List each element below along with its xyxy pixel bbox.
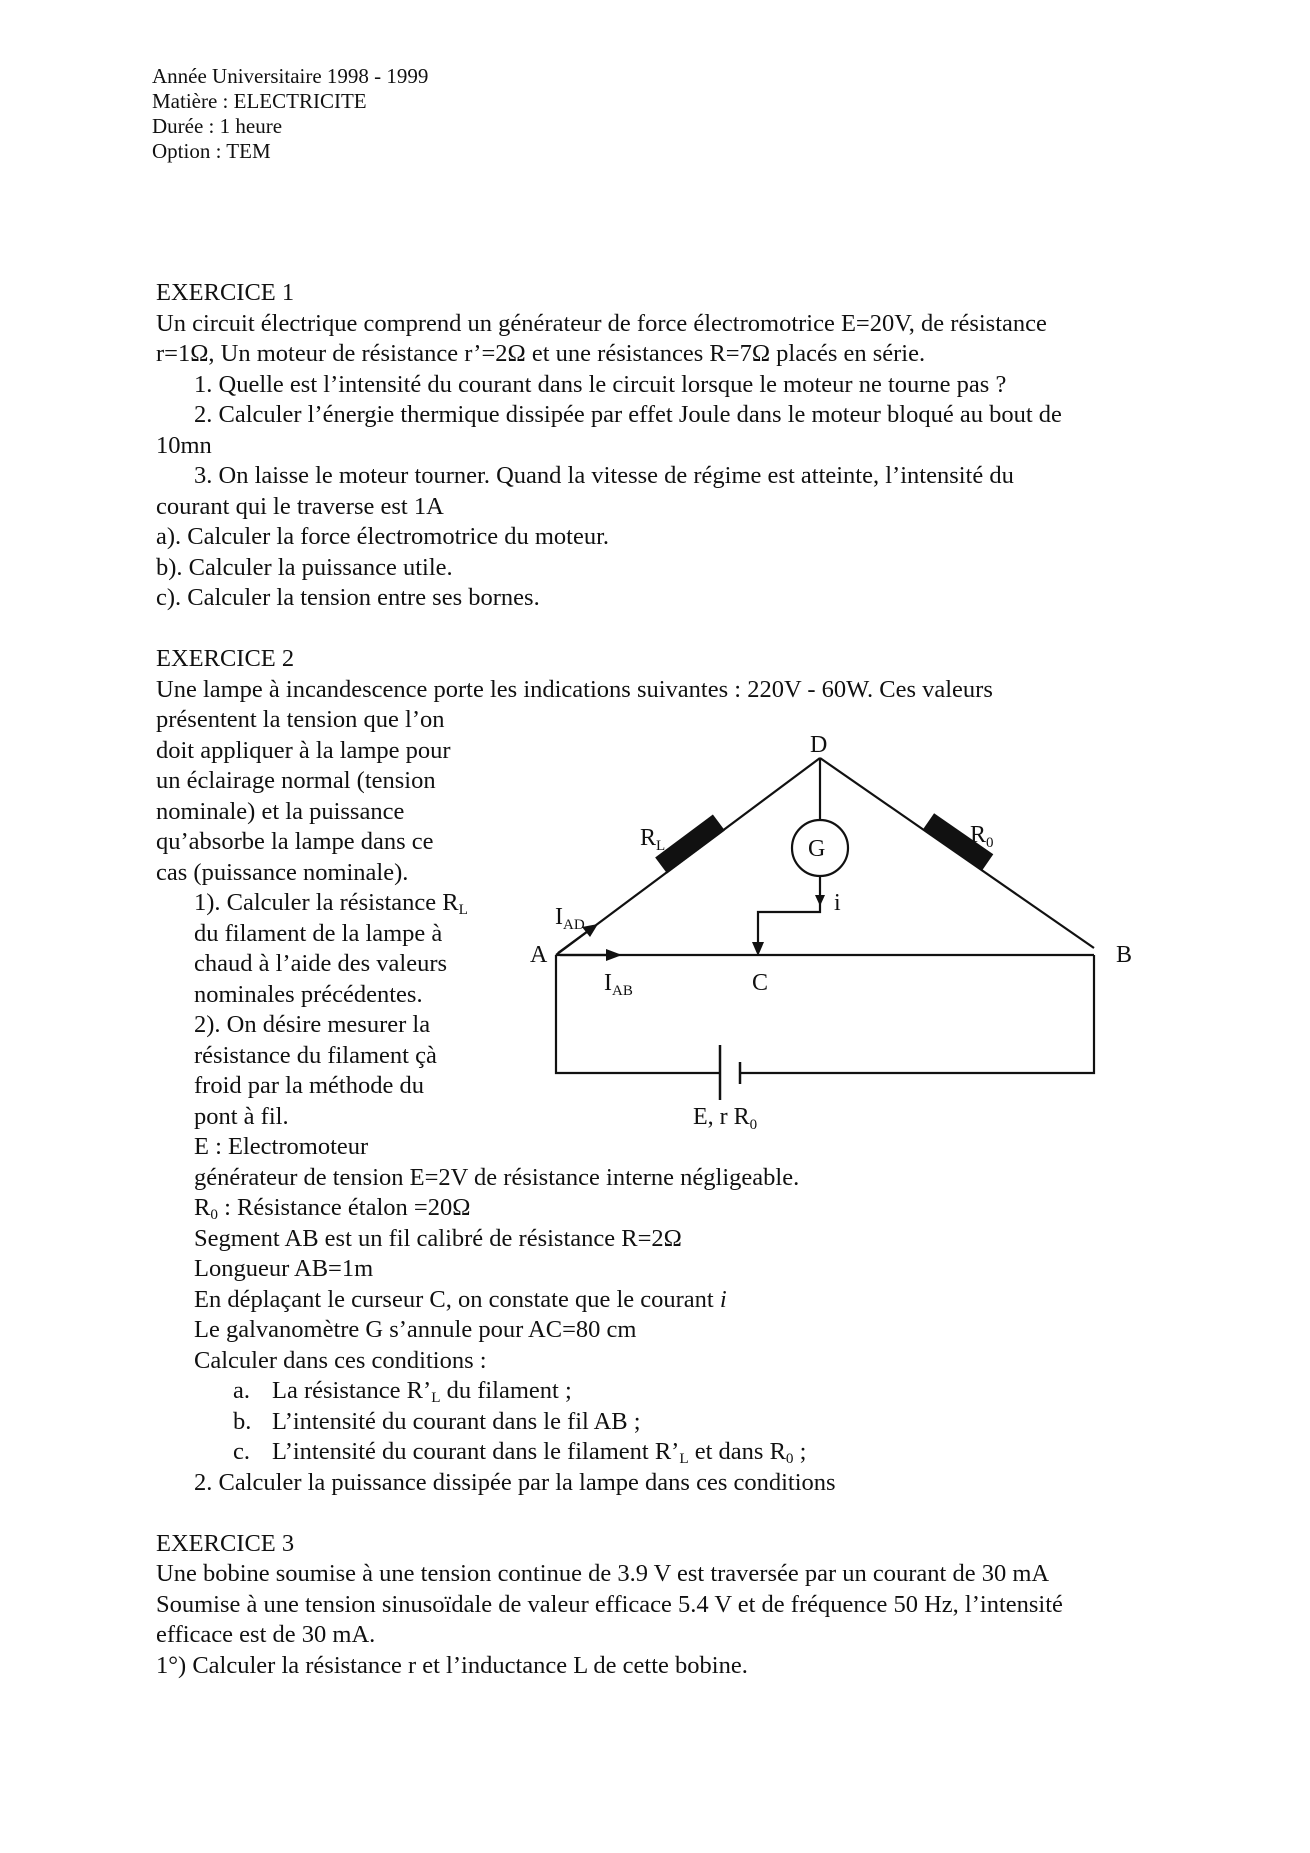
current-i-arrow — [815, 895, 825, 906]
exercise-2-line: $R_0$ : Résistance étalon =20Ω — [194, 1194, 471, 1223]
exercise-1-question: 3. On laisse le moteur tourner. Quand la vitesse de régime est atteinte, l’intensité du — [194, 462, 1014, 489]
iad-arrow-shaft — [558, 931, 588, 953]
exercise-2-question: résistance du filament çà — [194, 1042, 437, 1069]
exercise-1-question: 10mn — [156, 432, 212, 459]
exercise-1-question: 2. Calculer l’énergie thermique dissipée par effet Joule dans le moteur bloqué au bout de — [194, 401, 1062, 428]
resistor-r0-label: $R_0$ — [970, 822, 994, 851]
exercise-2-line: Segment AB est un fil calibré de résistance R=2Ω — [194, 1225, 682, 1252]
node-a-label: A — [530, 942, 548, 968]
exercise-2-line: cas (puissance nominale). — [156, 859, 409, 886]
wire-bottom-right — [740, 955, 1094, 1073]
exercise-3-question: 1°) Calculer la résistance r et l’inductance L de cette bobine. — [156, 1652, 748, 1679]
resistor-rl-label: $R_L$ — [640, 825, 666, 854]
battery-label: E, r $R_0$ — [693, 1104, 758, 1133]
exercise-2-subquestion: L’intensité du courant dans le fil AB ; — [272, 1408, 641, 1435]
exercise-2-line: Le galvanomètre G s’annule pour AC=80 cm — [194, 1316, 637, 1343]
wire-bottom-left — [556, 955, 720, 1073]
exercise-2-subquestion: L’intensité du courant dans le filament $R’_L$ et dans $R_0$ ; — [272, 1438, 807, 1467]
option-line: Option : TEM — [152, 139, 271, 163]
duration-line: Durée : 1 heure — [152, 114, 283, 138]
exercise-2-line: qu’absorbe la lampe dans ce — [156, 828, 434, 855]
exercise-2-line: un éclairage normal (tension — [156, 767, 436, 794]
exercise-2-line: En déplaçant le curseur C, on constate que le courant i — [194, 1286, 727, 1313]
exercise-3-line: efficace est de 30 mA. — [156, 1621, 376, 1648]
exercise-2-line: Longueur AB=1m — [194, 1255, 374, 1282]
exercise-2-line: E : Electromoteur — [194, 1133, 369, 1160]
node-d-label: D — [810, 732, 828, 758]
resistor-rl — [655, 814, 725, 873]
exercise-2-line: doit appliquer à la lampe pour — [156, 737, 451, 764]
exercise-2-line: nominale) et la puissance — [156, 798, 405, 825]
current-i-label: i — [834, 890, 841, 916]
exercise-2-line: Une lampe à incandescence porte les indications suivantes : 220V - 60W. Ces valeurs — [156, 676, 993, 703]
exercise-3-title: EXERCICE 3 — [156, 1530, 295, 1557]
exercise-2-title: EXERCICE 2 — [156, 645, 295, 672]
exercise-2-question: du filament de la lampe à — [194, 920, 443, 947]
exercise-2-subquestion: La résistance $R’_L$ du filament ; — [272, 1377, 572, 1406]
exercise-1-line: r=1Ω, Un moteur de résistance r’=2Ω et une résistances R=7Ω placés en série. — [156, 340, 926, 367]
exercise-2-question: froid par la méthode du — [194, 1072, 424, 1099]
exercise-2-question: 2. Calculer la puissance dissipée par la lampe dans ces conditions — [194, 1469, 836, 1496]
exercise-3-line: Une bobine soumise à une tension continue de 3.9 V est traversée par un courant de 30 mA — [156, 1560, 1050, 1587]
galvanometer-label: G — [808, 836, 826, 862]
exercise-1-title: EXERCICE 1 — [156, 279, 295, 306]
academic-year: Année Universitaire 1998 - 1999 — [152, 64, 429, 88]
exercise-2-question: 2). On désire mesurer la — [194, 1011, 431, 1038]
exercise-2-question: pont à fil. — [194, 1103, 289, 1130]
current-iab-label: $I_{AB}$ — [604, 970, 633, 999]
exercise-3-line: Soumise à une tension sinusoïdale de valeur efficace 5.4 V et de fréquence 50 Hz, l’intensité — [156, 1591, 1063, 1618]
list-marker: b. — [233, 1408, 252, 1435]
exercise-1-subquestion: a). Calculer la force électromotrice du moteur. — [156, 523, 610, 550]
exercise-2-question: chaud à l’aide des valeurs — [194, 950, 448, 977]
subject-line: Matière : ELECTRICITE — [152, 89, 367, 113]
exercise-1-subquestion: b). Calculer la puissance utile. — [156, 554, 453, 581]
exercise-2-line: Calculer dans ces conditions : — [194, 1347, 487, 1374]
exercise-2-line: présentent la tension que l’on — [156, 706, 445, 733]
list-marker: a. — [233, 1377, 250, 1404]
exercise-1-question: courant qui le traverse est 1A — [156, 493, 444, 520]
iab-arrow-head — [606, 949, 622, 961]
node-b-label: B — [1116, 942, 1133, 968]
exercise-1-line: Un circuit électrique comprend un générateur de force électromotrice E=20V, de résistance — [156, 310, 1047, 337]
exercise-2-question: 1). Calculer la résistance $R_L$ — [194, 889, 468, 918]
list-marker: c. — [233, 1438, 250, 1465]
current-iad-label: $I_{AD}$ — [555, 904, 585, 933]
exercise-2-line: générateur de tension E=2V de résistance interne négligeable. — [194, 1164, 800, 1191]
exercise-1-question: 1. Quelle est l’intensité du courant dans le circuit lorsque le moteur ne tourne pas ? — [194, 371, 1007, 398]
exercise-2-question: nominales précédentes. — [194, 981, 423, 1008]
node-c-label: C — [752, 970, 769, 996]
wire-g-cursor — [758, 876, 820, 945]
exercise-1-subquestion: c). Calculer la tension entre ses bornes. — [156, 584, 540, 611]
